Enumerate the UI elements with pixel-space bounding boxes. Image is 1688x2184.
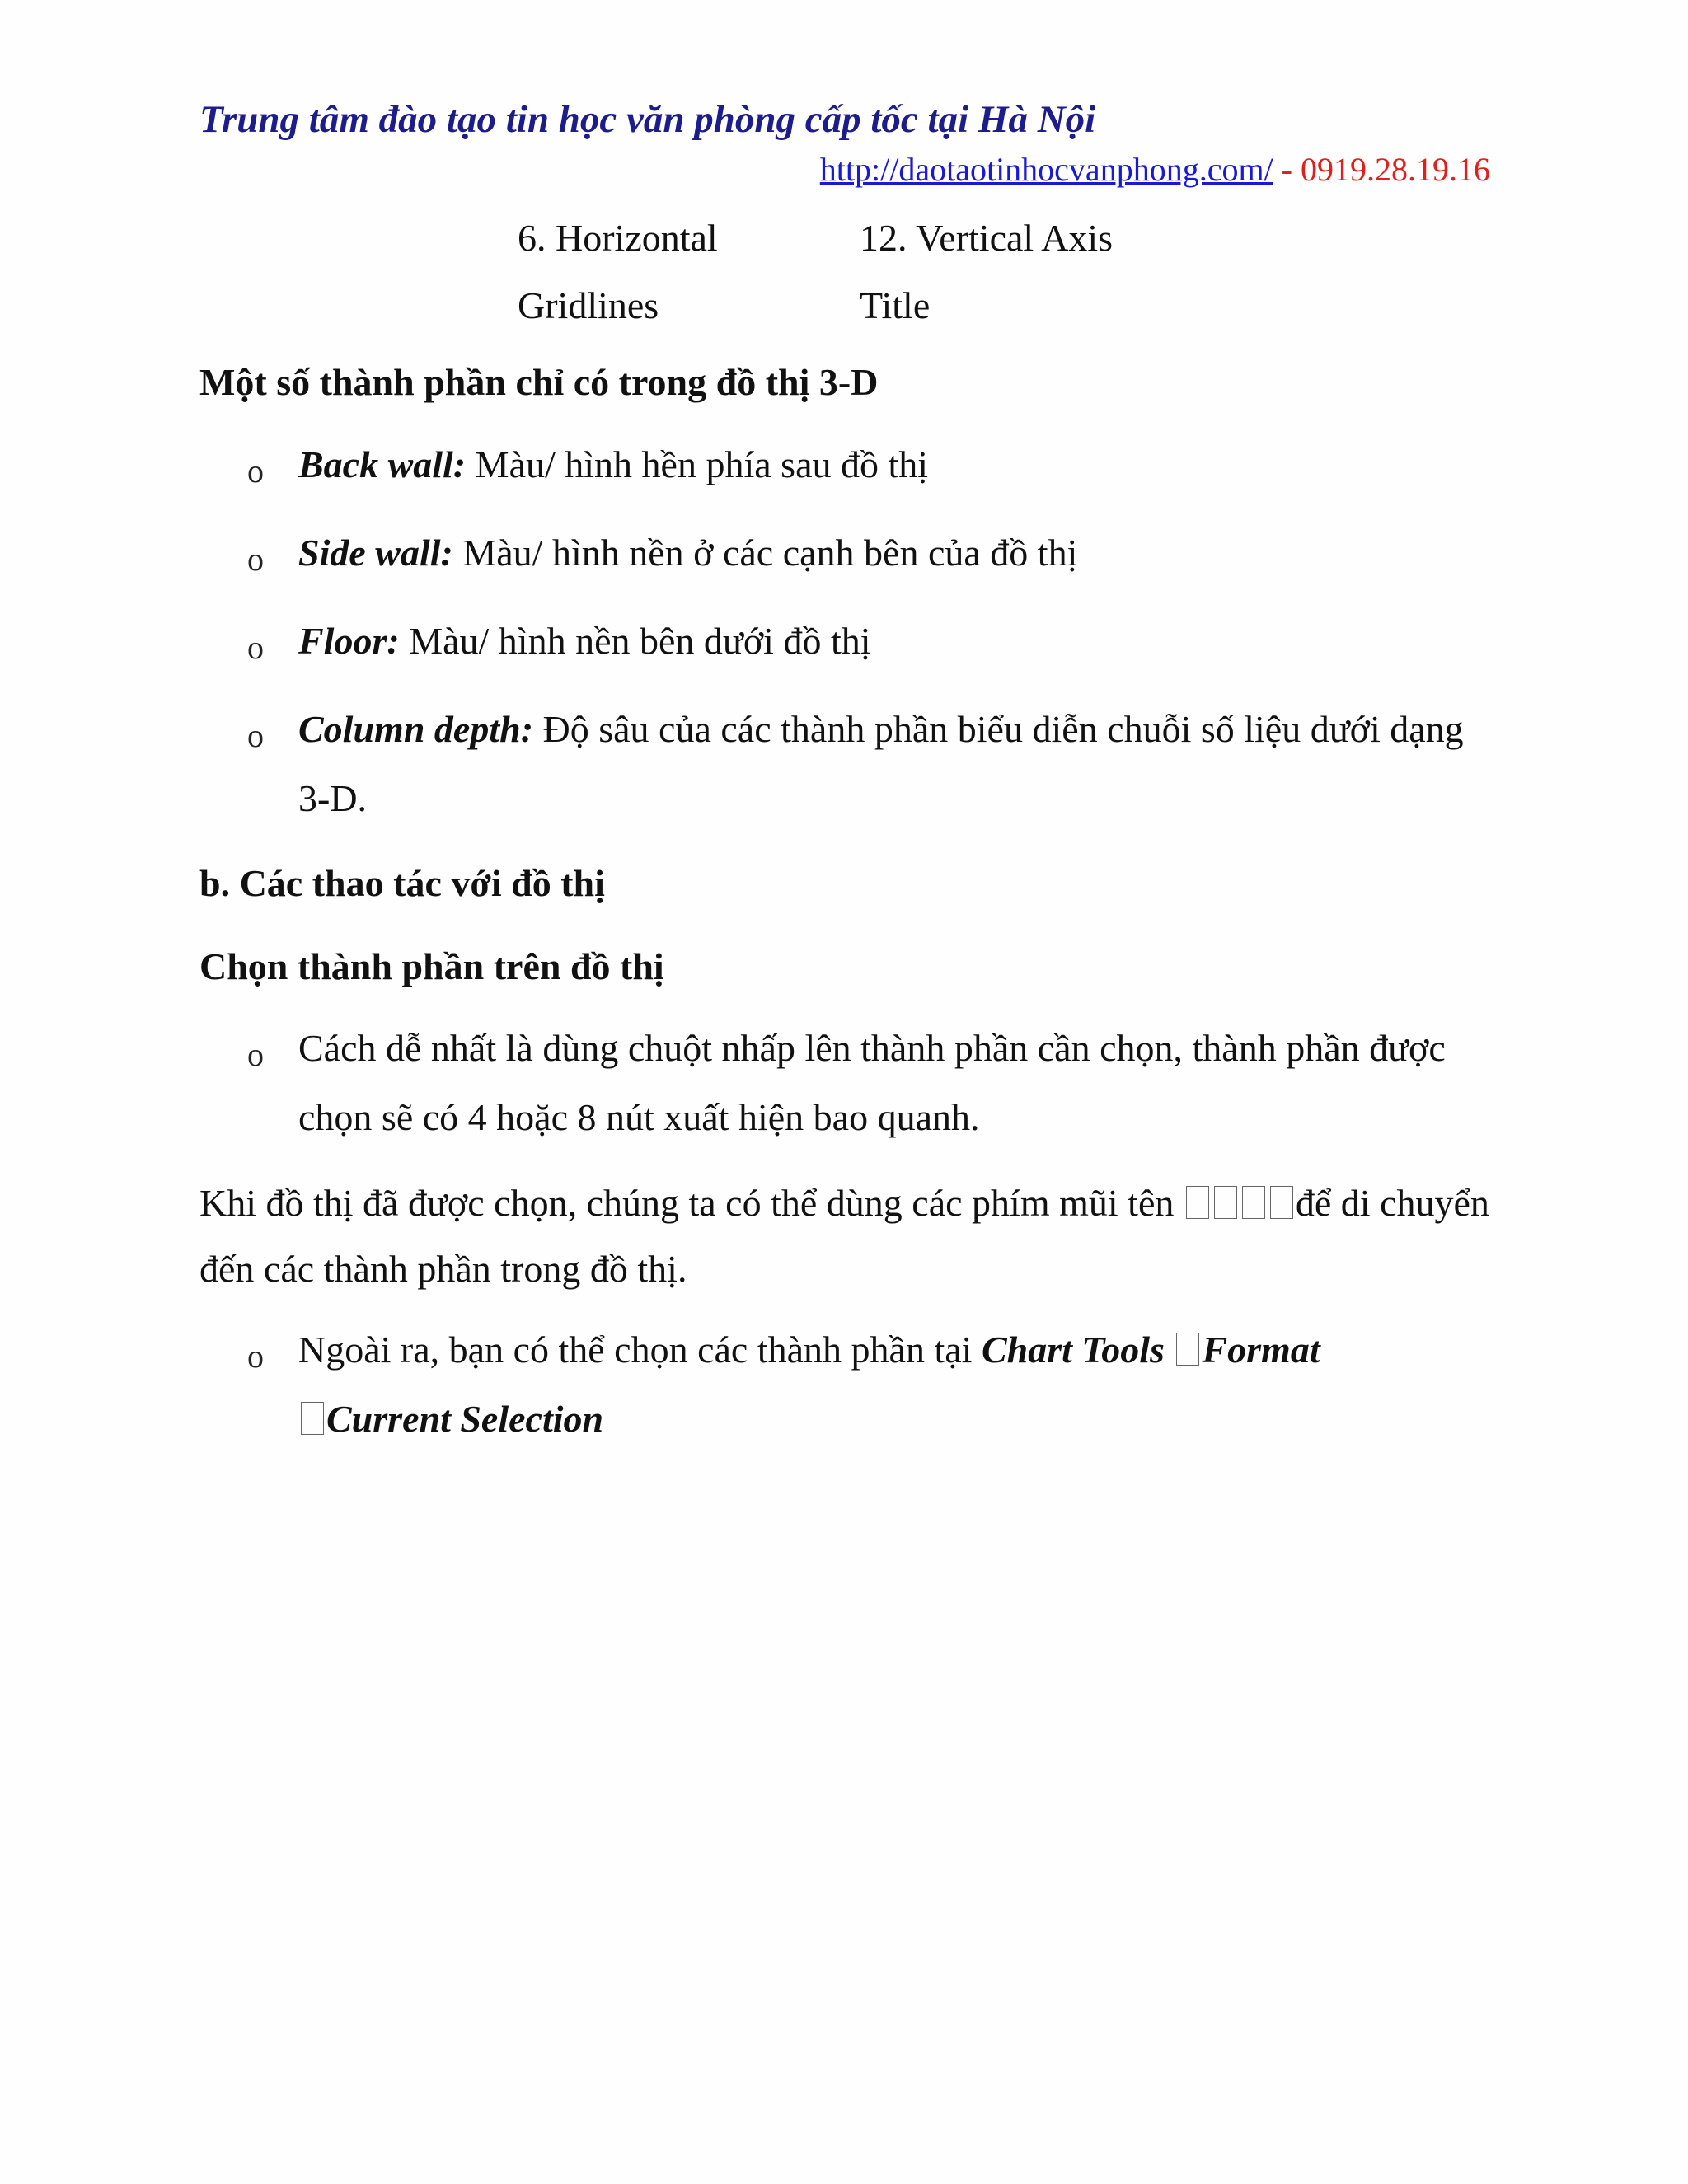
description: Độ sâu của các thành phần biểu diễn chuỗi số liệu dưới dạng 3-D. [298, 708, 1464, 819]
website-link[interactable]: http://daotaotinhocvanphong.com/ [819, 151, 1273, 188]
description: Màu/ hình nền ở các cạnh bên của đồ thị [452, 532, 1078, 574]
term: Back wall: [298, 443, 467, 485]
bullet-icon: o [247, 1338, 264, 1375]
description: Màu/ hình hền phía sau đồ thị [466, 443, 929, 485]
header-title: Trung tâm đào tạo tin học văn phòng cấp tốc tại Hà Nội [199, 98, 1096, 141]
arrow-icon [1176, 1333, 1199, 1366]
para-text-2: để di chuyển đến các thành phần trong đồ thị. [199, 1182, 1489, 1290]
list-item-click-select: Cách dễ nhất là dùng chuột nhấp lên thành phần cần chọn, thành phần được chọn sẽ có 4 hoặc 8 nút xuất hiện bao quanh. [298, 1027, 1446, 1138]
table-cell-horizontal-2: Gridlines [518, 284, 659, 326]
term: Floor: [298, 620, 400, 662]
list-item-chart-tools [298, 1315, 1493, 1454]
para-text-1: Khi đồ thị đã được chọn, chúng ta có thể dùng các phím mũi tên [199, 1182, 1175, 1224]
item-text: Ngoài ra, bạn có thể chọn các thành phần tại [298, 1329, 982, 1371]
list-item-back-wall [298, 430, 1493, 499]
table-cell-horizontal-1: 6. Horizontal [518, 217, 718, 259]
subheading-select: Chọn thành phần trên đồ thị [199, 945, 664, 987]
term: Side wall: [298, 532, 453, 574]
arrow-key-icon [1214, 1186, 1237, 1219]
arrow-icon [301, 1402, 324, 1435]
paragraph-arrow-keys [199, 1170, 1502, 1302]
chart-tools-label: Chart Tools [981, 1329, 1165, 1371]
phone-number: 0919.28.19.16 [1301, 151, 1490, 188]
list-item-side-wall [298, 518, 1493, 588]
description: Màu/ hình nền bên dưới đồ thị [399, 620, 871, 662]
list-item-floor [298, 607, 1493, 676]
format-label: Format [1202, 1329, 1320, 1371]
section-heading-3d: Một số thành phần chỉ có trong đồ thị 3-D [199, 361, 879, 403]
bullet-icon: o [247, 452, 264, 490]
bullet-icon: o [247, 717, 264, 754]
bullet-icon: o [247, 1036, 264, 1073]
arrow-key-icon [1270, 1186, 1293, 1219]
term: Column depth: [298, 708, 534, 750]
separator: - [1273, 151, 1301, 188]
table-cell-vertical-1: 12. Vertical Axis [860, 217, 1114, 259]
bullet-icon: o [247, 541, 264, 578]
list-item-column-depth [298, 695, 1493, 833]
section-heading-operations: b. Các thao tác với đồ thị [199, 862, 605, 904]
current-selection-label: Current Selection [326, 1398, 604, 1440]
arrow-key-icon [1186, 1186, 1209, 1219]
arrow-key-icon [1242, 1186, 1265, 1219]
table-cell-vertical-2: Title [860, 284, 931, 326]
header-contact [820, 150, 1490, 189]
bullet-icon: o [247, 629, 264, 666]
